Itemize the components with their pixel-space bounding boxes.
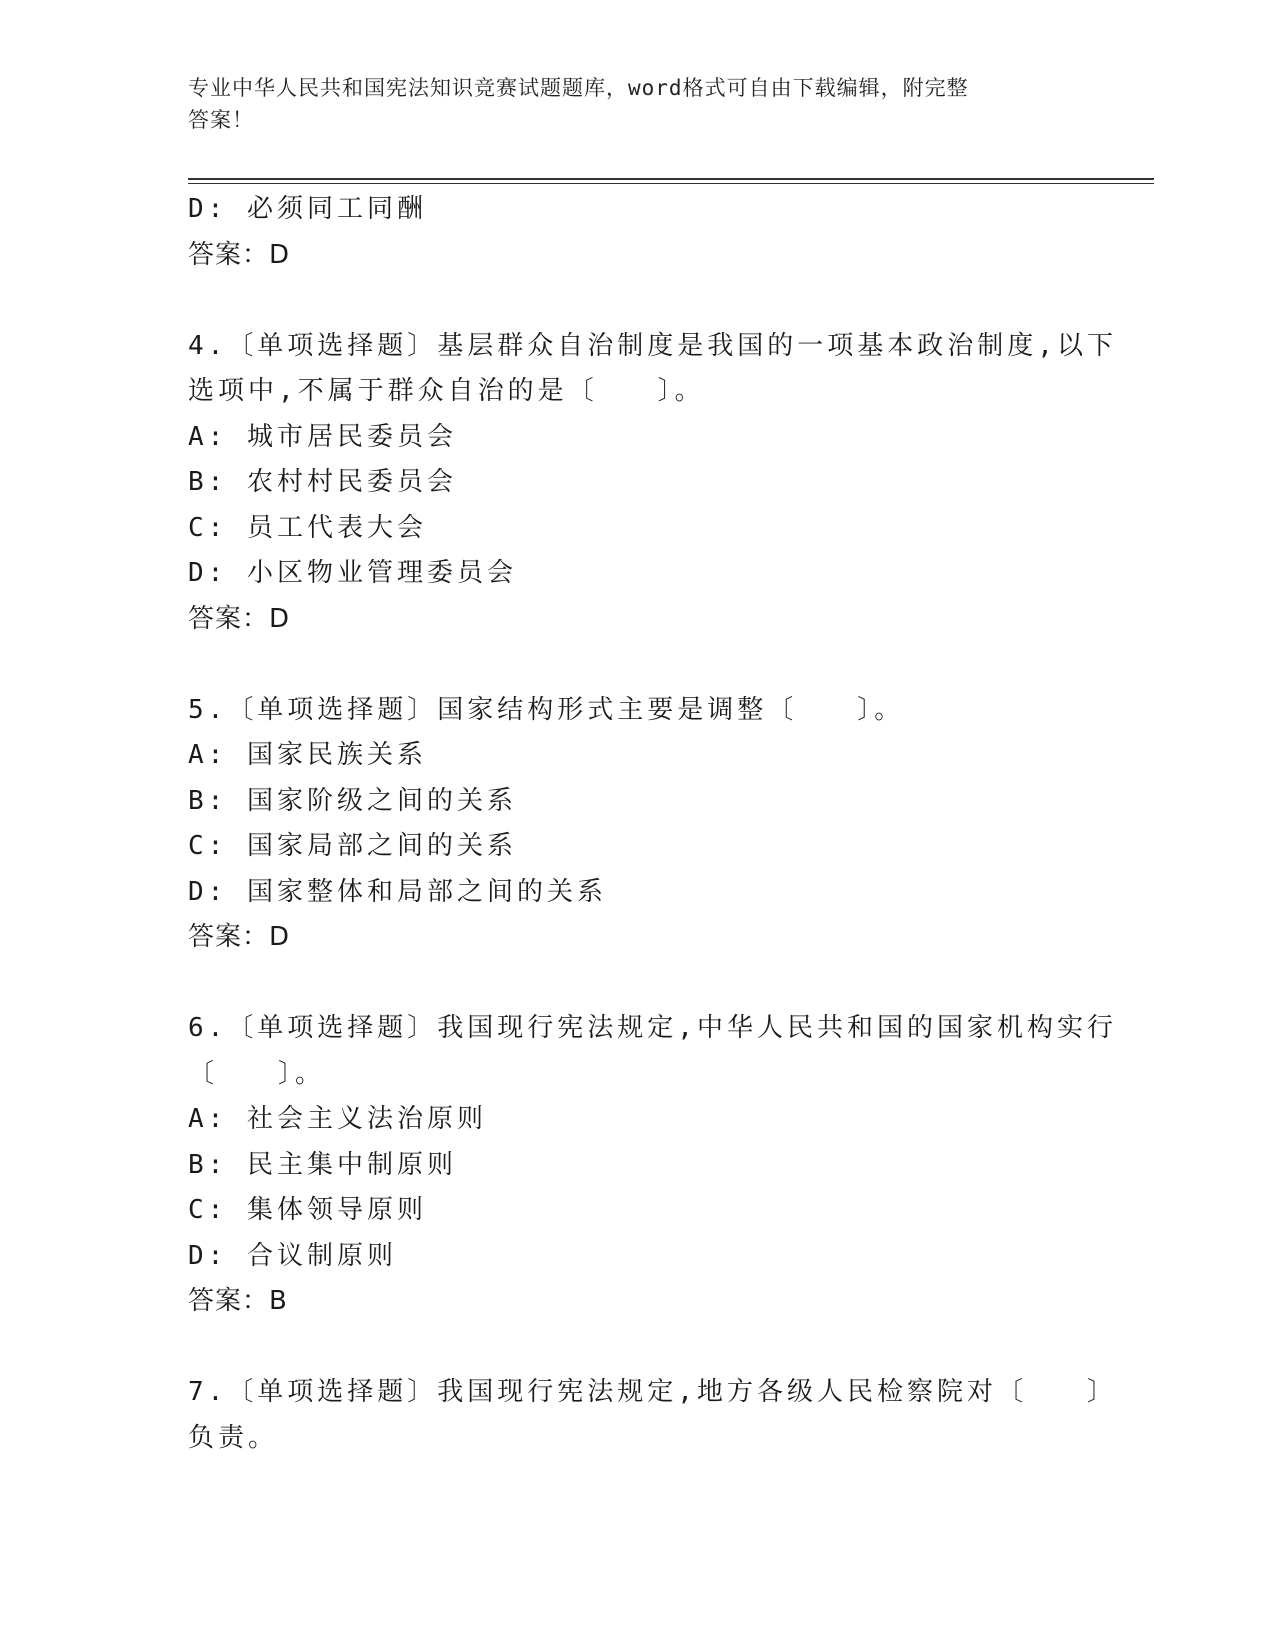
question-text-cont: 〔 〕。	[188, 1058, 326, 1089]
question-text: 4.〔单项选择题〕基层群众自治制度是我国的一项基本政治制度,以下	[188, 330, 1117, 361]
option-d: D: 小区物业管理委员会	[188, 558, 517, 588]
question-text: 7.〔单项选择题〕我国现行宪法规定,地方各级人民检察院对〔 〕	[188, 1377, 1117, 1407]
option-a: A: 社会主义法治原则	[188, 1104, 487, 1134]
option-d: D: 国家整体和局部之间的关系	[188, 876, 607, 907]
option-b: B: 农村村民委员会	[188, 467, 457, 497]
question-text: 6.〔单项选择题〕我国现行宪法规定,中华人民共和国的国家机构实行	[188, 1013, 1117, 1043]
option-c: C: 国家局部之间的关系	[188, 831, 517, 861]
spacer	[188, 278, 1088, 324]
question-4	[188, 324, 1117, 643]
question-7	[188, 1370, 1117, 1461]
answer-line: 答案：B	[188, 1286, 288, 1316]
option-d: D: 合议制原则	[188, 1240, 397, 1271]
question-3-tail	[188, 187, 1088, 278]
header-divider-thick	[188, 178, 1154, 180]
option-a: A: 城市居民委员会	[188, 421, 457, 452]
spacer	[188, 961, 1088, 1007]
answer-line: 答案：D	[188, 922, 291, 952]
header-line-2: 答案！	[188, 108, 254, 132]
header-line-1: 专业中华人民共和国宪法知识竞赛试题题库，word格式可自由下载编辑，附完整	[188, 76, 969, 100]
question-list	[188, 187, 1117, 1461]
option-d: D: 必须同工同酬	[188, 194, 427, 224]
option-a: A: 国家民族关系	[188, 740, 427, 770]
question-6	[188, 1006, 1117, 1325]
option-c: C: 集体领导原则	[188, 1195, 427, 1225]
spacer	[188, 642, 1088, 688]
answer-line: 答案：D	[188, 239, 291, 270]
question-text: 5.〔单项选择题〕国家结构形式主要是调整〔 〕。	[188, 694, 905, 725]
document-header	[188, 72, 1068, 136]
answer-line: 答案：D	[188, 603, 291, 634]
question-text-cont: 选项中,不属于群众自治的是〔 〕。	[188, 376, 705, 406]
option-b: B: 民主集中制原则	[188, 1149, 457, 1180]
option-c: C: 员工代表大会	[188, 512, 427, 543]
option-b: B: 国家阶级之间的关系	[188, 785, 517, 816]
header-divider-thin	[188, 183, 1154, 184]
question-5	[188, 688, 1088, 961]
spacer	[188, 1325, 1088, 1371]
question-text-cont: 负责。	[188, 1422, 279, 1453]
